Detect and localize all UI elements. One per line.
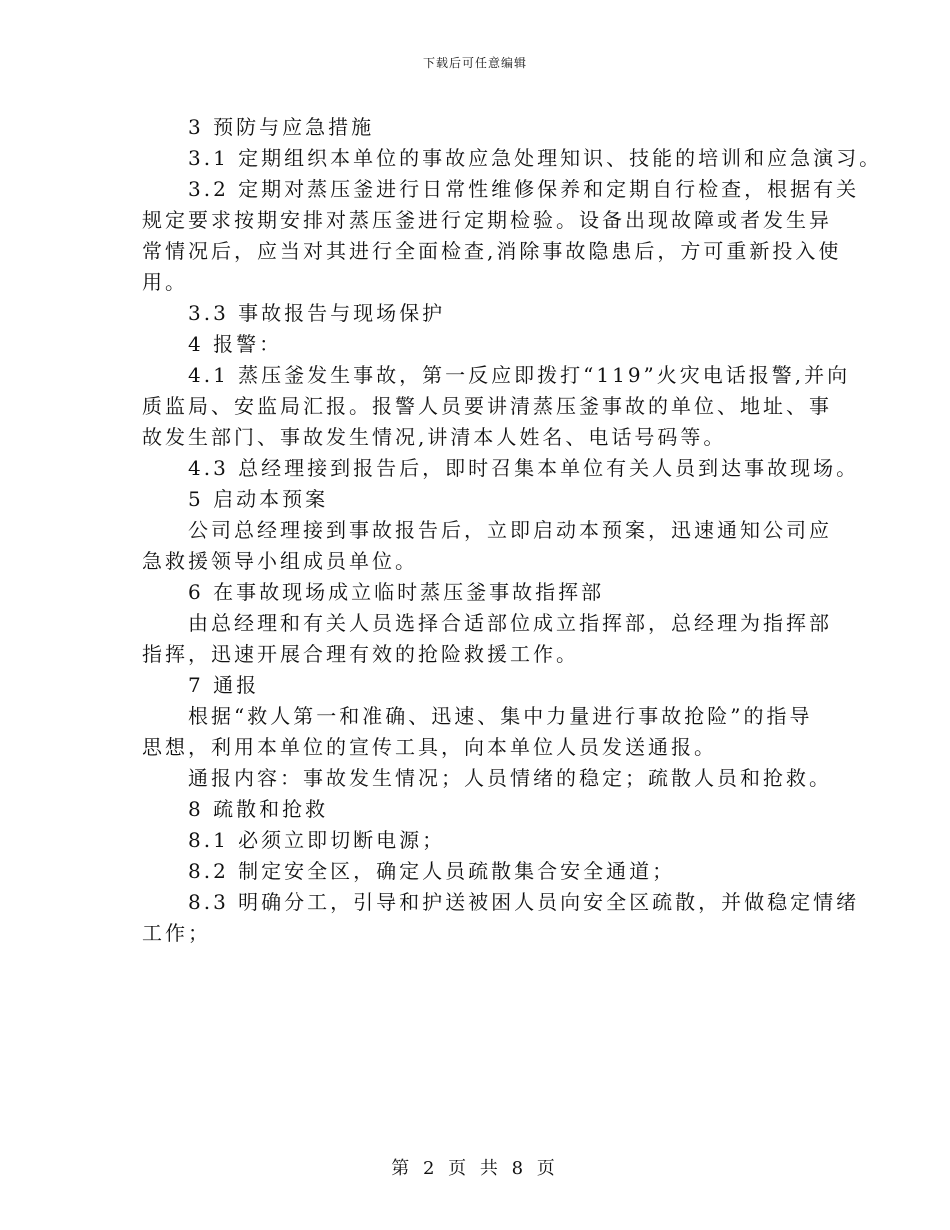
paragraph-line: 8.1 必须立即切断电源； [188,828,446,852]
document-body [142,112,883,949]
paragraph-line: 常情况后，应当对其进行全面检查,消除事故隐患后，方可重新投入使 [142,239,842,263]
paragraph-line: 3.1 定期组织本单位的事故应急处理知识、技能的培训和应急演习。 [188,146,883,170]
paragraph-line: 4.3 总经理接到报告后，即时召集本单位有关人员到达事故现场。 [188,456,860,480]
paragraph-line: 思想，利用本单位的宣传工具，向本单位人员发送通报。 [142,735,717,759]
paragraph-line: 通报内容：事故发生情况；人员情绪的稳定；疏散人员和抢救。 [188,766,832,790]
paragraph-line: 规定要求按期安排对蒸压釜进行定期检验。设备出现故障或者发生异 [142,208,832,232]
page-header: 下载后可任意编辑 [422,56,527,70]
paragraph-line: 用。 [142,270,188,294]
paragraph-line: 急救援领导小组成员单位。 [142,549,418,573]
paragraph-line: 指挥，迅速开展合理有效的抢险救援工作。 [142,642,579,666]
paragraph-line: 7 通报 [188,673,260,697]
paragraph-line: 3 预防与应急措施 [188,115,375,139]
paragraph-line: 4 报警： [188,332,283,356]
paragraph-line: 8.2 制定安全区，确定人员疏散集合安全通道； [188,859,676,883]
paragraph-line: 8 疏散和抢救 [188,797,329,821]
paragraph-line: 工作； [142,921,211,945]
paragraph-line: 故发生部门、事故发生情况,讲清本人姓名、电话号码等。 [142,425,727,449]
paragraph-line: 4.1 蒸压釜发生事故，第一反应即拨打“119”火灾电话报警,并向 [188,363,851,387]
paragraph-line: 3.3 事故报告与现场保护 [188,301,446,325]
page-number: 第 2 页 共 8 页 [391,1158,559,1179]
paragraph-line: 6 在事故现场成立临时蒸压釜事故指挥部 [188,580,605,604]
paragraph-line: 根据“救人第一和准确、迅速、集中力量进行事故抢险”的指导 [188,704,813,728]
paragraph-line: 3.2 定期对蒸压釜进行日常性维修保养和定期自行检查，根据有关 [188,177,860,201]
paragraph-line: 8.3 明确分工，引导和护送被困人员向安全区疏散，并做稳定情绪 [188,890,860,914]
paragraph-line: 5 启动本预案 [188,487,329,511]
paragraph-line: 公司总经理接到事故报告后，立即启动本预案，迅速通知公司应 [188,518,832,542]
paragraph-line: 由总经理和有关人员选择合适部位成立指挥部，总经理为指挥部 [188,611,832,635]
paragraph-line: 质监局、安监局汇报。报警人员要讲清蒸压釜事故的单位、地址、事 [142,394,832,418]
